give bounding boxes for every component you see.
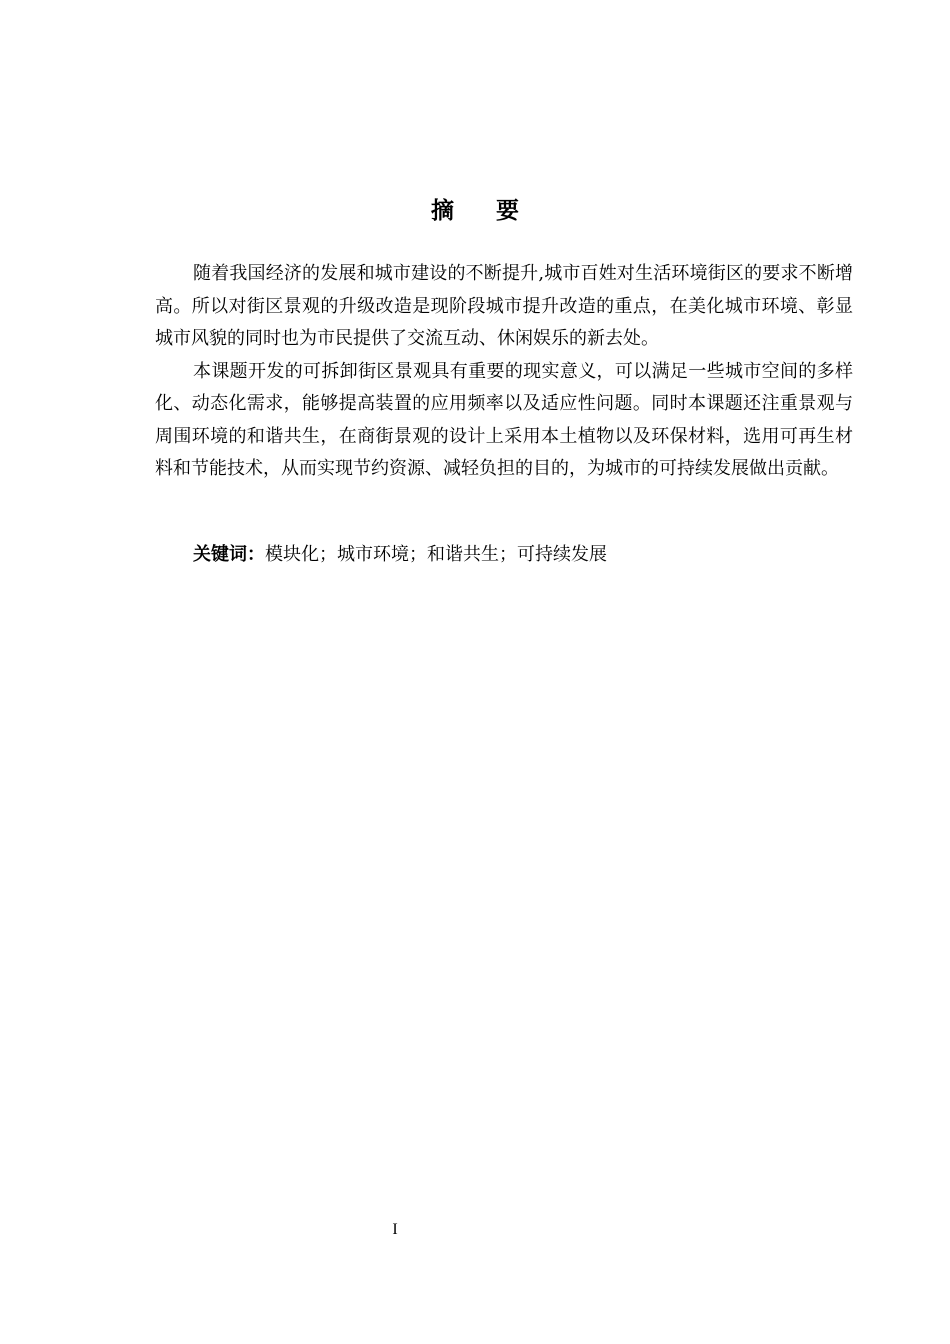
keywords-text: 模块化；城市环境；和谐共生；可持续发展 xyxy=(265,544,607,565)
page-number: I xyxy=(392,1221,398,1238)
abstract-title-char-1: 摘 xyxy=(431,198,454,224)
abstract-paragraph-1: 随着我国经济的发展和城市建设的不断提升,城市百姓对生活环境街区的要求不断增高。所以对街区景观的升级改造是现阶段城市提升改造的重点，在美化城市环境、彰显城市风貌的同时也为市民提供了交流互动、休闲娱乐的新去处。 xyxy=(155,263,853,349)
keywords-line xyxy=(155,539,853,571)
abstract-paragraph-2: 本课题开发的可拆卸街区景观具有重要的现实意义，可以满足一些城市空间的多样化、动态化需求，能够提高装置的应用频率以及适应性问题。同时本课题还注重景观与周围环境的和谐共生，在商街景观的设计上采用本土植物以及环保材料，选用可再生材料和节能技术，从而实现节约资源、减轻负担的目的，为城市的可持续发展做出贡献。 xyxy=(155,360,853,479)
abstract-title xyxy=(0,192,950,225)
abstract-body xyxy=(155,258,853,486)
keywords-label: 关键词： xyxy=(193,544,265,565)
abstract-title-char-2: 要 xyxy=(496,198,519,224)
